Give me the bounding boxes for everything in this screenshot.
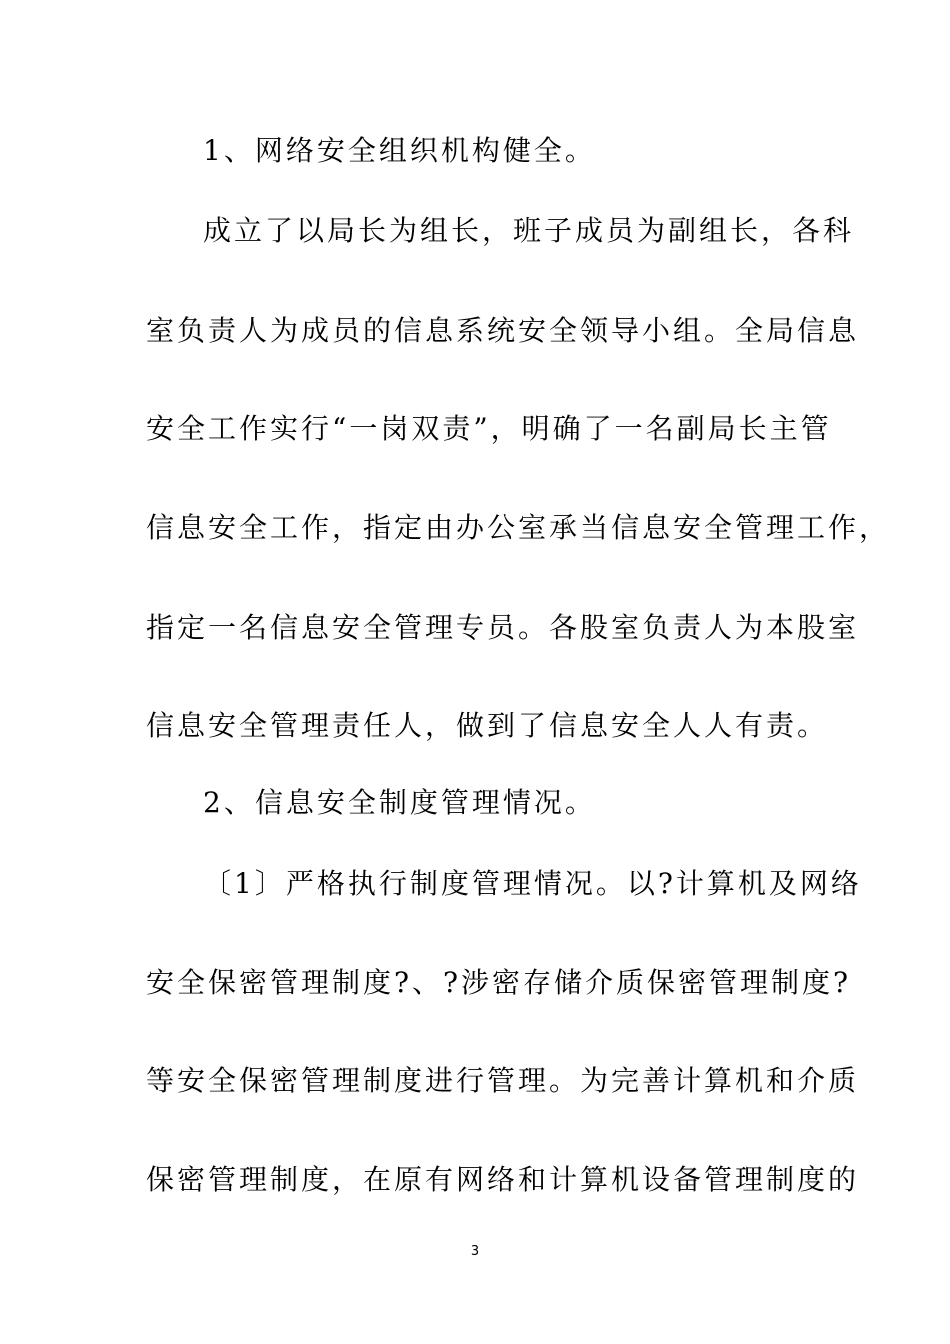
paragraph-line: 指定一名信息安全管理专员。各股室负责人为本股室 bbox=[146, 611, 860, 644]
paragraph-line: 信息安全管理责任人，做到了信息安全人人有责。 bbox=[146, 709, 829, 742]
paragraph-line: 〔1〕严格执行制度管理情况。以?计算机及网络 bbox=[203, 867, 862, 900]
heading-network-security-org: 1、网络安全组织机构健全。 bbox=[203, 134, 596, 167]
paragraph-line: 等安全保密管理制度进行管理。为完善计算机和介质 bbox=[146, 1064, 860, 1097]
paragraph-line: 室负责人为成员的信息系统安全领导小组。全局信息 bbox=[146, 314, 860, 347]
paragraph-line: 成立了以局长为组长，班子成员为副组长，各科 bbox=[203, 214, 855, 247]
paragraph-line: 信息安全工作，指定由办公室承当信息安全管理工作， bbox=[146, 511, 891, 544]
heading-security-policy-management: 2、信息安全制度管理情况。 bbox=[203, 786, 596, 819]
paragraph-line: 安全保密管理制度?、?涉密存储介质保密管理制度? bbox=[146, 966, 852, 999]
page-number: 3 bbox=[470, 1244, 480, 1259]
paragraph-line: 保密管理制度，在原有网络和计算机设备管理制度的 bbox=[146, 1163, 860, 1196]
paragraph-line: 安全工作实行“一岗双责”，明确了一名副局长主管 bbox=[146, 412, 832, 445]
